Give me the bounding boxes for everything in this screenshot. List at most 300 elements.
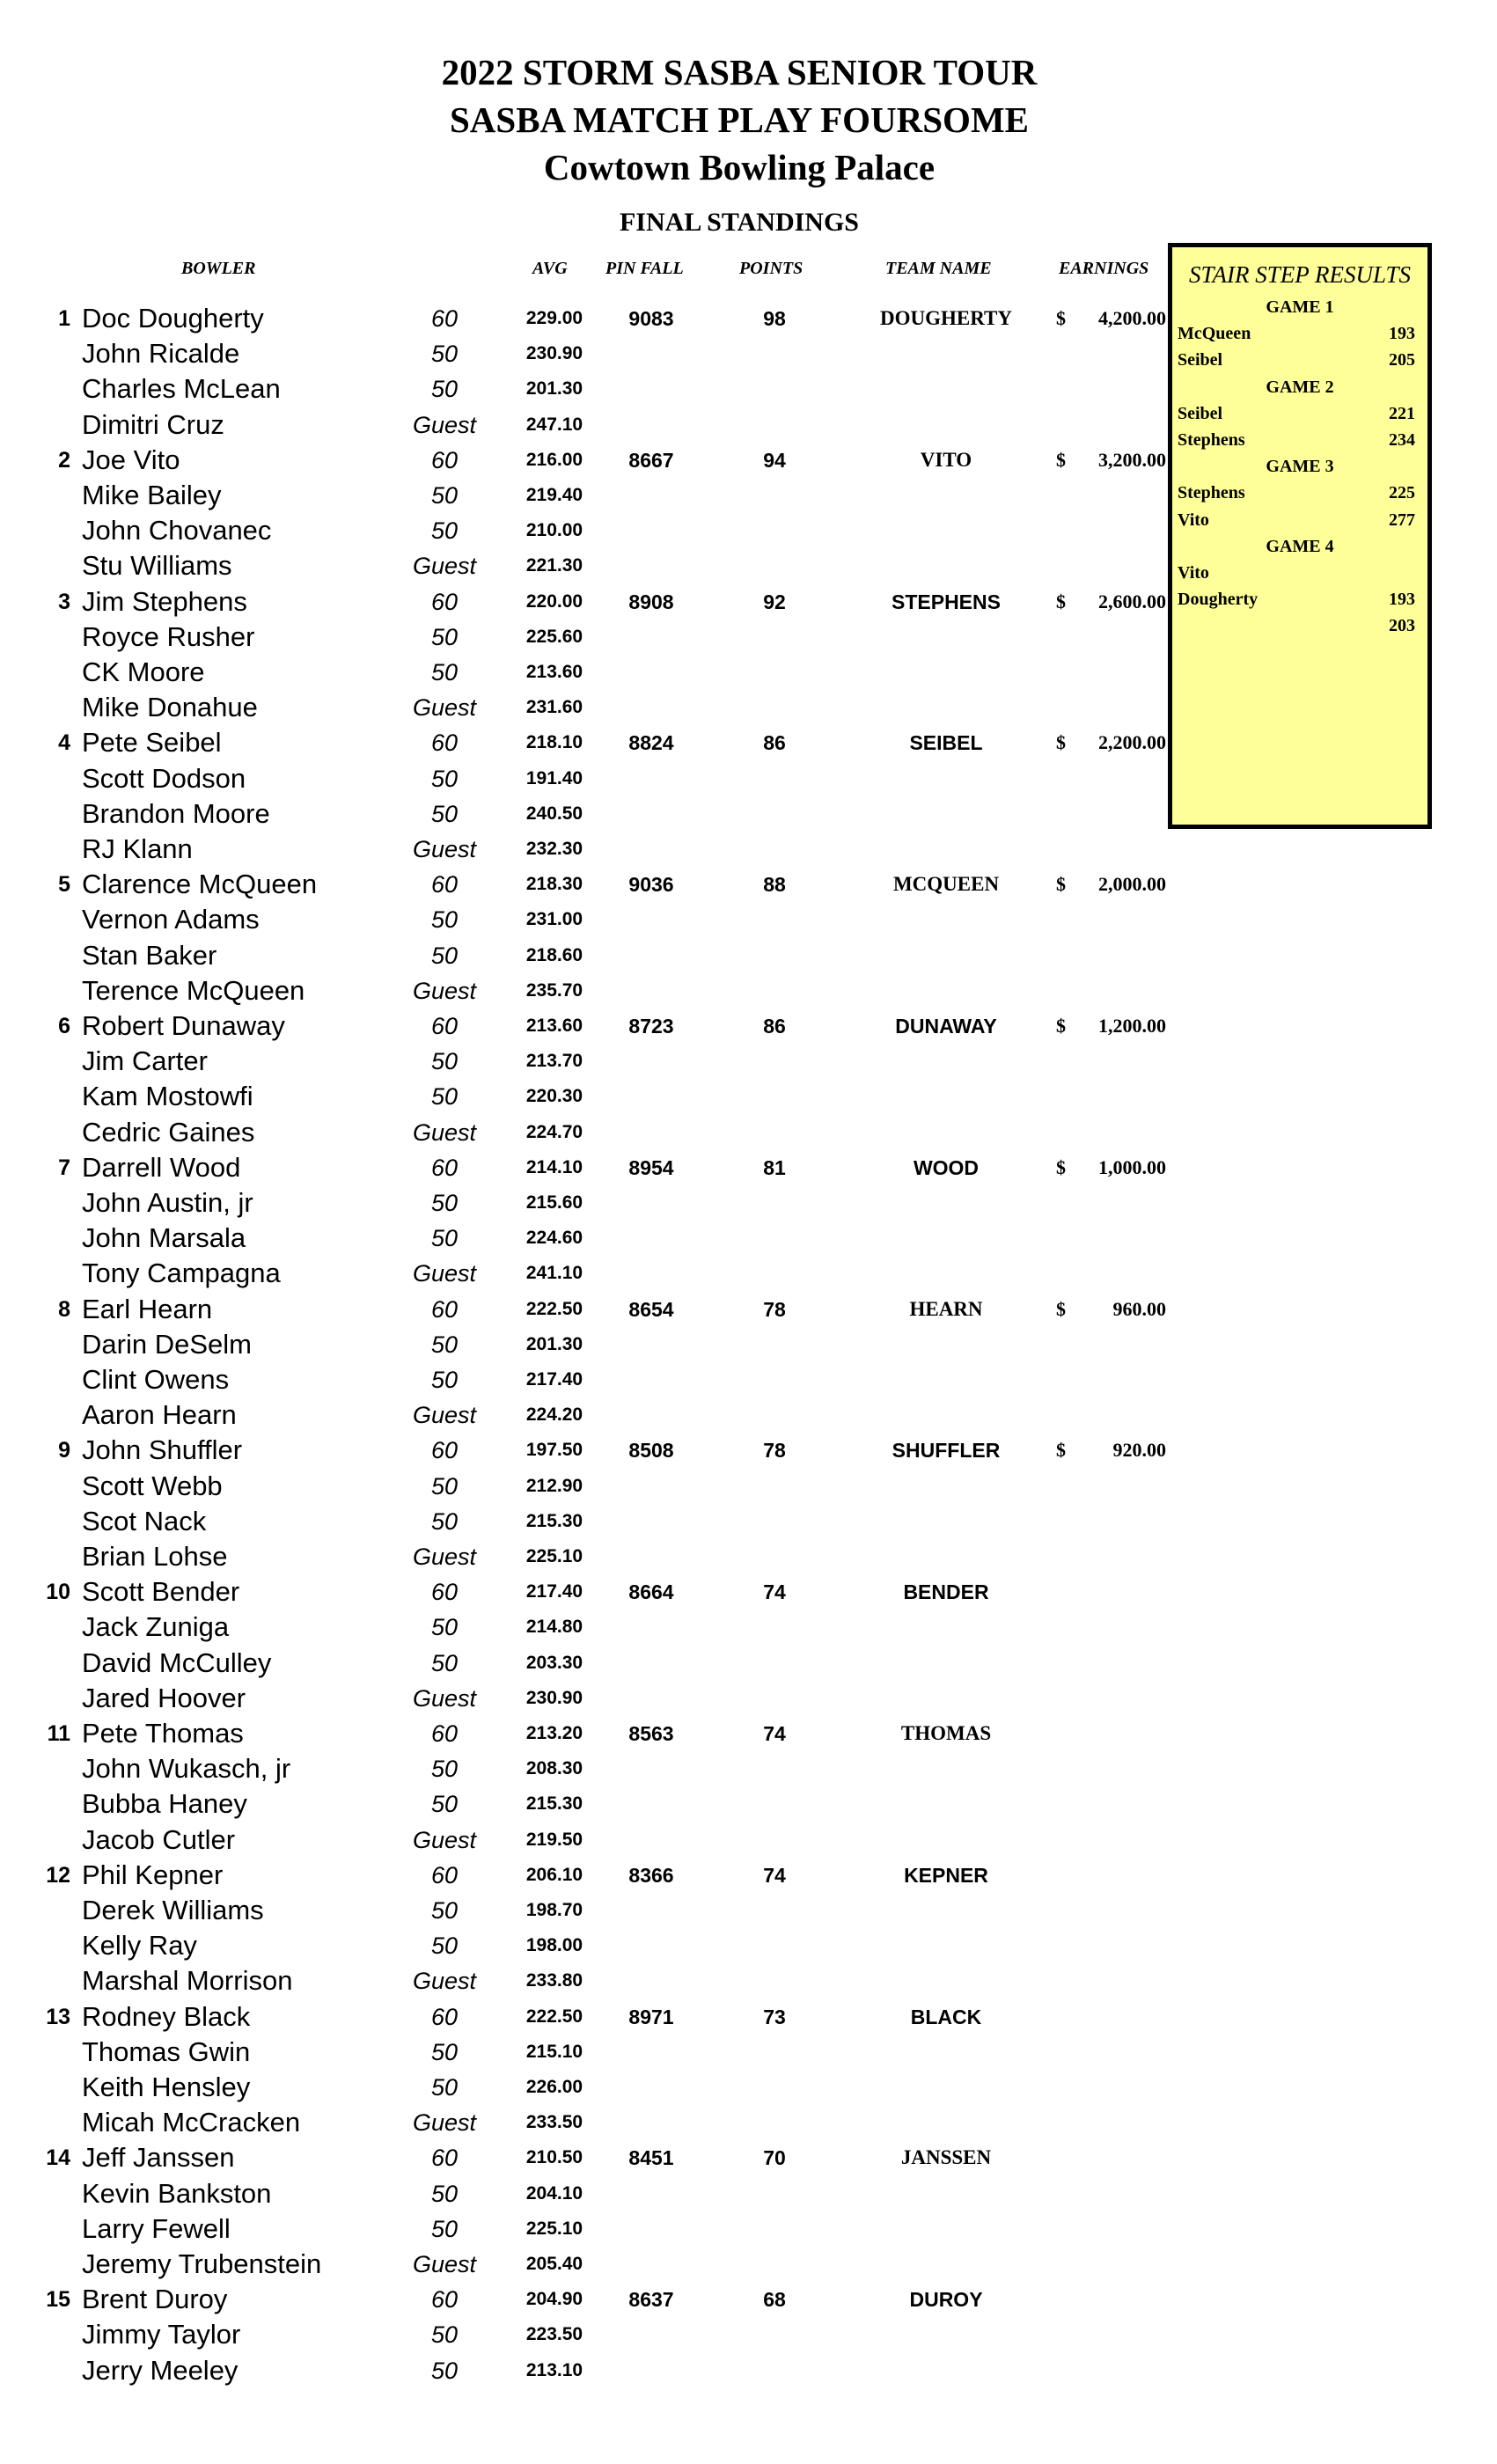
bowler-division: 60 — [430, 730, 459, 757]
team-rank: 11 — [47, 1721, 70, 1746]
bowler-division: 60 — [430, 1861, 459, 1888]
bowler-name: Charles McLean — [82, 373, 281, 405]
bowler-division: 50 — [430, 482, 459, 509]
bowler-name: Tony Campagna — [82, 1258, 281, 1289]
bowler-row — [0, 513, 1170, 548]
bowler-division: 50 — [430, 1083, 459, 1111]
team-points: 94 — [763, 448, 786, 472]
bowler-average: 197.50 — [525, 1440, 583, 1461]
bowler-division: 50 — [430, 1649, 459, 1676]
bowler-average: 223.50 — [525, 2324, 583, 2345]
bowler-name: Jim Stephens — [82, 585, 247, 617]
bowler-name: Brandon Moore — [82, 797, 270, 829]
bowler-division: 50 — [430, 1932, 459, 1960]
team-rank: 8 — [58, 1296, 70, 1322]
bowler-division: 60 — [430, 1579, 459, 1606]
stair-result-row — [1172, 507, 1427, 533]
bowler-row — [0, 1150, 1170, 1185]
bowler-row — [0, 2105, 1170, 2140]
currency-symbol: $ — [1056, 1297, 1066, 1320]
bowler-name: Terence McQueen — [82, 974, 305, 1006]
bowler-row — [0, 1292, 1170, 1327]
bowler-row — [0, 584, 1170, 620]
currency-symbol: $ — [1056, 590, 1066, 612]
bowler-row — [0, 371, 1170, 407]
bowler-name: Pete Thomas — [82, 1718, 244, 1749]
bowler-row — [0, 902, 1170, 937]
bowler-average: 191.40 — [525, 767, 583, 788]
team-name: STEPHENS — [892, 590, 1001, 613]
earnings-amount: 4,200.00 — [1098, 307, 1166, 329]
bowler-row — [0, 443, 1170, 478]
header-bowler: BOWLER — [181, 259, 256, 278]
team-points: 74 — [763, 1863, 786, 1887]
stair-score: 277 — [1389, 510, 1415, 530]
bowler-division: 50 — [430, 1756, 459, 1783]
bowler-division: 50 — [430, 1472, 459, 1500]
bowler-row — [0, 796, 1170, 832]
bowler-average: 214.80 — [525, 1617, 583, 1638]
bowler-row — [0, 1185, 1170, 1221]
bowler-average: 233.50 — [525, 2112, 583, 2133]
bowler-name: Brent Duroy — [82, 2284, 228, 2315]
stair-result-row — [1172, 347, 1427, 373]
team-name: SHUFFLER — [892, 1439, 1001, 1463]
bowler-division: 50 — [430, 341, 459, 368]
bowler-name: Vernon Adams — [82, 904, 260, 935]
bowler-row — [0, 1574, 1170, 1610]
bowler-average: 220.00 — [525, 590, 583, 612]
team-name: VITO — [920, 448, 972, 471]
stair-team-name: McQueen — [1178, 324, 1251, 344]
bowler-division: 50 — [430, 2357, 459, 2384]
bowler-average: 224.70 — [525, 1121, 583, 1142]
bowler-row — [0, 1999, 1170, 2035]
bowler-name: John Shuffler — [82, 1434, 243, 1466]
bowler-division: Guest — [412, 2109, 477, 2137]
bowler-average: 230.90 — [525, 1687, 583, 1708]
stair-score: 203 — [1389, 616, 1415, 636]
bowler-average: 210.00 — [525, 520, 583, 541]
bowler-division: Guest — [412, 977, 477, 1004]
bowler-division: 50 — [430, 1507, 459, 1535]
bowler-division: 50 — [430, 1225, 459, 1252]
earnings-amount: 920.00 — [1112, 1439, 1166, 1462]
currency-symbol: $ — [1056, 1439, 1066, 1462]
bowler-average: 225.10 — [525, 1546, 583, 1566]
bowler-name: John Marsala — [82, 1222, 246, 1254]
team-points: 68 — [763, 2288, 786, 2312]
bowler-division: 60 — [430, 871, 459, 898]
team-pinfall: 8908 — [628, 590, 674, 613]
team-points: 92 — [763, 590, 786, 613]
bowler-row — [0, 1716, 1170, 1751]
bowler-division: 50 — [430, 1614, 459, 1641]
stair-game-header — [1172, 374, 1427, 400]
bowler-name: Royce Rusher — [82, 620, 255, 652]
header-pinfall: PIN FALL — [605, 259, 684, 278]
team-pinfall: 8451 — [628, 2146, 674, 2170]
bowler-row — [0, 2140, 1170, 2175]
bowler-average: 210.50 — [525, 2147, 583, 2168]
stair-result-row — [1172, 480, 1427, 506]
bowler-name: Thomas Gwin — [82, 2035, 251, 2067]
team-name: SEIBEL — [909, 731, 983, 755]
stair-team-name: Seibel — [1178, 350, 1223, 370]
bowler-name: Jack Zuniga — [82, 1611, 230, 1643]
team-rank: 10 — [46, 1580, 70, 1605]
bowler-name: Doc Dougherty — [82, 303, 264, 334]
bowler-average: 218.30 — [525, 874, 583, 895]
bowler-name: Jeff Janssen — [82, 2142, 235, 2174]
team-points: 88 — [763, 873, 786, 897]
team-rank: 5 — [58, 872, 70, 898]
bowler-average: 206.10 — [525, 1864, 583, 1885]
bowler-row — [0, 1469, 1170, 1504]
stair-step-title: STAIR STEP RESULTS — [1189, 261, 1411, 288]
team-rank: 2 — [58, 447, 70, 473]
stair-game-header — [1172, 453, 1427, 480]
bowler-row — [0, 2211, 1170, 2247]
team-pinfall: 8667 — [628, 448, 674, 472]
bowler-name: Clarence McQueen — [82, 869, 318, 900]
bowler-average: 241.10 — [525, 1263, 583, 1284]
bowler-division: 50 — [430, 765, 459, 792]
bowler-name: David McCulley — [82, 1646, 272, 1678]
bowler-division: 50 — [430, 2074, 459, 2101]
bowler-row — [0, 761, 1170, 796]
bowler-average: 220.30 — [525, 1086, 583, 1107]
team-points: 86 — [763, 731, 786, 755]
team-rank: 7 — [58, 1155, 70, 1180]
bowler-row — [0, 2353, 1170, 2388]
bowler-division: 60 — [430, 2003, 459, 2030]
earnings-amount: 2,000.00 — [1098, 873, 1166, 896]
stair-team-name: Vito — [1178, 510, 1209, 530]
bowler-row — [0, 2282, 1170, 2317]
team-points: 74 — [763, 1722, 786, 1745]
bowler-average: 232.30 — [525, 839, 583, 859]
bowler-name: Scot Nack — [82, 1505, 207, 1536]
bowler-average: 215.30 — [525, 1510, 583, 1531]
bowler-average: 224.60 — [525, 1228, 583, 1249]
standings-subtitle: FINAL STANDINGS — [619, 208, 859, 237]
bowler-division: Guest — [412, 1968, 477, 1995]
bowler-name: Stu Williams — [82, 550, 232, 582]
bowler-division: 50 — [430, 906, 459, 934]
earnings-amount: 3,200.00 — [1098, 448, 1166, 471]
team-name: HEARN — [909, 1297, 983, 1320]
bowler-average: 201.30 — [525, 1333, 583, 1354]
bowler-average: 224.20 — [525, 1404, 583, 1426]
bowler-name: Jerry Meeley — [82, 2354, 238, 2386]
team-points: 73 — [763, 2005, 786, 2028]
bowler-name: Robert Dunaway — [82, 1010, 285, 1041]
bowler-name: Jared Hoover — [82, 1682, 246, 1713]
stair-score: 234 — [1389, 430, 1415, 450]
bowler-name: Bubba Haney — [82, 1788, 247, 1820]
bowler-name: Kam Mostowfi — [82, 1081, 253, 1112]
stair-team-name: Seibel — [1178, 403, 1223, 423]
stair-score: 205 — [1389, 350, 1415, 370]
team-name: DUROY — [909, 2288, 983, 2312]
bowler-row — [0, 478, 1170, 513]
bowler-row — [0, 1539, 1170, 1574]
team-name: WOOD — [913, 1155, 980, 1179]
bowler-row — [0, 1751, 1170, 1786]
bowler-row — [0, 1433, 1170, 1468]
bowler-name: John Austin, jr — [82, 1187, 253, 1218]
bowler-name: Scott Bender — [82, 1576, 240, 1608]
bowler-average: 219.40 — [525, 485, 583, 505]
bowler-row — [0, 336, 1170, 371]
team-points: 86 — [763, 1015, 786, 1038]
bowler-row — [0, 1893, 1170, 1928]
bowler-name: Rodney Black — [82, 2000, 251, 2032]
team-pinfall: 9083 — [628, 307, 674, 330]
team-pinfall: 8971 — [628, 2005, 674, 2028]
bowler-average: 231.00 — [525, 909, 583, 930]
stair-result-row — [1172, 586, 1427, 612]
bowler-average: 226.00 — [525, 2077, 583, 2097]
bowler-row — [0, 1327, 1170, 1362]
bowler-average: 213.60 — [525, 662, 583, 682]
stair-team-name: Vito — [1178, 563, 1209, 583]
team-pinfall: 8637 — [628, 2288, 674, 2312]
stair-score: 221 — [1389, 403, 1415, 423]
bowler-average: 205.40 — [525, 2254, 583, 2274]
bowler-division: 50 — [430, 2321, 459, 2349]
bowler-name: John Chovanec — [82, 515, 272, 546]
bowler-division: Guest — [412, 1260, 477, 1287]
bowler-row — [0, 1646, 1170, 1681]
report-title: 2022 STORM SASBA SENIOR TOUR — [441, 52, 1038, 92]
stair-result-row — [1172, 560, 1427, 586]
bowler-average: 235.70 — [525, 979, 583, 1001]
bowler-average: 233.80 — [525, 1970, 583, 1991]
bowler-name: Pete Seibel — [82, 727, 222, 759]
bowler-row — [0, 1610, 1170, 1645]
bowler-average: 218.60 — [525, 944, 583, 965]
bowler-name: Scott Webb — [82, 1470, 223, 1501]
bowler-division: Guest — [412, 1544, 477, 1570]
bowler-row — [0, 1504, 1170, 1539]
header-team: TEAM NAME — [885, 259, 992, 278]
currency-symbol: $ — [1056, 731, 1066, 754]
bowler-name: Jim Carter — [82, 1045, 208, 1077]
bowler-average: 213.60 — [525, 1016, 583, 1036]
bowler-row — [0, 1397, 1170, 1433]
bowler-name: RJ Klann — [82, 833, 193, 864]
stair-game-label: GAME 2 — [1266, 377, 1334, 397]
team-name: KEPNER — [904, 1863, 988, 1887]
bowler-name: Darrell Wood — [82, 1151, 241, 1183]
bowler-row — [0, 2176, 1170, 2211]
bowler-average: 229.00 — [525, 308, 583, 328]
bowler-average: 212.90 — [525, 1475, 583, 1496]
team-rank: 6 — [58, 1014, 70, 1038]
team-pinfall: 8654 — [628, 1297, 674, 1321]
team-rank: 3 — [58, 589, 70, 614]
bowler-row — [0, 2070, 1170, 2105]
team-points: 74 — [763, 1580, 786, 1604]
bowler-name: Aaron Hearn — [82, 1399, 237, 1431]
team-pinfall: 8366 — [628, 1863, 674, 1887]
bowler-division: Guest — [412, 1402, 477, 1429]
currency-symbol: $ — [1056, 307, 1066, 329]
bowler-average: 198.70 — [525, 1900, 583, 1920]
bowler-row — [0, 1786, 1170, 1822]
bowler-name: Kevin Bankston — [82, 2177, 272, 2209]
team-name: BENDER — [903, 1580, 989, 1604]
bowler-name: Clint Owens — [82, 1364, 230, 1395]
bowler-division: 60 — [430, 1295, 459, 1323]
team-points: 81 — [763, 1155, 786, 1179]
team-points: 70 — [763, 2146, 786, 2170]
team-rank: 12 — [46, 1862, 70, 1888]
earnings-amount: 960.00 — [1112, 1297, 1166, 1320]
bowler-row — [0, 301, 1170, 336]
bowler-division: Guest — [412, 1684, 477, 1712]
bowler-average: 213.10 — [525, 2359, 583, 2380]
stair-step-results — [1168, 243, 1432, 829]
bowler-division: 50 — [430, 2180, 459, 2207]
team-rank: 14 — [46, 2145, 70, 2171]
stair-game-label: GAME 3 — [1266, 457, 1334, 477]
currency-symbol: $ — [1056, 873, 1066, 896]
bowler-row — [0, 690, 1170, 725]
currency-symbol: $ — [1056, 1155, 1066, 1178]
venue-title: Cowtown Bowling Palace — [543, 147, 936, 187]
bowler-division: 50 — [430, 2215, 459, 2242]
stair-score: 193 — [1389, 590, 1415, 610]
team-pinfall: 8563 — [628, 1722, 674, 1745]
header-earnings: EARNINGS — [1059, 259, 1149, 278]
bowler-division: 50 — [430, 1331, 459, 1358]
bowler-name: Brian Lohse — [82, 1541, 228, 1572]
bowler-row — [0, 1681, 1170, 1716]
team-name: JANSSEN — [900, 2146, 992, 2169]
bowler-row — [0, 1822, 1170, 1858]
bowler-row — [0, 1079, 1170, 1114]
bowler-average: 222.50 — [525, 1298, 583, 1319]
bowler-average: 221.30 — [525, 555, 583, 576]
bowler-average: 215.30 — [525, 1793, 583, 1815]
currency-symbol: $ — [1056, 448, 1066, 471]
bowler-name: Derek Williams — [82, 1895, 264, 1925]
bowler-average: 230.90 — [525, 343, 583, 364]
bowler-row — [0, 973, 1170, 1008]
bowler-division: Guest — [412, 1826, 477, 1853]
team-name: DOUGHERTY — [880, 307, 1012, 329]
team-name: BLACK — [910, 2005, 982, 2028]
event-title: SASBA MATCH PLAY FOURSOME — [450, 99, 1029, 140]
bowler-name: Jacob Cutler — [82, 1823, 236, 1855]
bowler-name: Phil Kepner — [82, 1859, 224, 1890]
bowler-name: Cedric Gaines — [82, 1116, 255, 1148]
stair-game-label: GAME 4 — [1266, 536, 1334, 556]
bowler-average: 240.50 — [525, 803, 583, 824]
bowler-division: 50 — [430, 1897, 459, 1924]
bowler-name: Joe Vito — [82, 444, 180, 475]
bowler-average: 208.30 — [525, 1758, 583, 1779]
team-pinfall: 9036 — [628, 873, 674, 897]
bowler-row — [0, 655, 1170, 690]
stair-result-row — [1172, 612, 1427, 639]
earnings-amount: 2,600.00 — [1098, 590, 1166, 612]
bowler-average: 203.30 — [525, 1652, 583, 1673]
team-pinfall: 8954 — [628, 1155, 674, 1179]
bowler-division: 60 — [430, 1013, 459, 1039]
bowler-name: Micah McCracken — [82, 2107, 301, 2138]
stair-team-name: Dougherty — [1178, 590, 1259, 610]
bowler-division: 60 — [430, 2145, 459, 2172]
stair-result-row — [1172, 427, 1427, 453]
bowler-row — [0, 867, 1170, 902]
bowler-name: Mike Donahue — [82, 692, 258, 723]
stair-score: 225 — [1389, 483, 1415, 503]
bowler-division: 60 — [430, 446, 459, 473]
bowler-name: Earl Hearn — [82, 1293, 213, 1324]
bowler-division: 60 — [430, 1437, 459, 1464]
stair-team-name: Stephens — [1178, 483, 1245, 503]
header-points: POINTS — [739, 259, 804, 278]
bowler-average: 231.60 — [525, 697, 583, 718]
team-rank: 15 — [46, 2287, 70, 2313]
bowler-row — [0, 2317, 1170, 2352]
team-pinfall: 8824 — [628, 731, 674, 755]
bowler-row — [0, 725, 1170, 760]
bowler-average: 216.00 — [525, 449, 583, 470]
bowler-division: 60 — [430, 1154, 459, 1181]
team-rank: 9 — [58, 1438, 70, 1463]
bowler-division: 50 — [430, 942, 459, 969]
team-points: 78 — [763, 1297, 786, 1321]
bowler-division: 50 — [430, 1048, 459, 1075]
bowler-division: 50 — [430, 376, 459, 403]
stair-team-name: Stephens — [1178, 430, 1245, 450]
team-pinfall: 8723 — [628, 1015, 674, 1038]
bowler-division: 60 — [430, 305, 459, 332]
bowler-name: Marshal Morrison — [82, 1965, 293, 1997]
stair-score: 193 — [1389, 324, 1415, 344]
earnings-amount: 1,000.00 — [1098, 1155, 1166, 1178]
bowler-division: 50 — [430, 517, 459, 545]
bowler-average: 215.10 — [525, 2041, 583, 2062]
bowler-row — [0, 2247, 1170, 2282]
bowler-division: 50 — [430, 1190, 459, 1216]
team-name: MCQUEEN — [892, 873, 1000, 896]
team-name: DUNAWAY — [895, 1015, 997, 1038]
earnings-amount: 1,200.00 — [1098, 1015, 1166, 1037]
bowler-name: Keith Hensley — [82, 2072, 251, 2102]
team-rank: 4 — [58, 730, 70, 756]
bowler-row — [0, 1044, 1170, 1079]
bowler-average: 218.10 — [525, 732, 583, 753]
bowler-row — [0, 1362, 1170, 1397]
bowler-row — [0, 407, 1170, 443]
bowler-division: 60 — [430, 1720, 459, 1747]
bowler-division: 50 — [430, 659, 459, 686]
bowler-average: 204.90 — [525, 2289, 583, 2310]
bowler-division: 60 — [430, 2286, 459, 2314]
bowler-average: 247.10 — [525, 414, 583, 435]
bowler-average: 213.20 — [525, 1723, 583, 1743]
bowler-average: 201.30 — [525, 378, 583, 400]
team-points: 98 — [763, 307, 786, 330]
bowler-name: Jeremy Trubenstein — [82, 2248, 322, 2279]
bowler-name: Larry Fewell — [82, 2212, 231, 2244]
